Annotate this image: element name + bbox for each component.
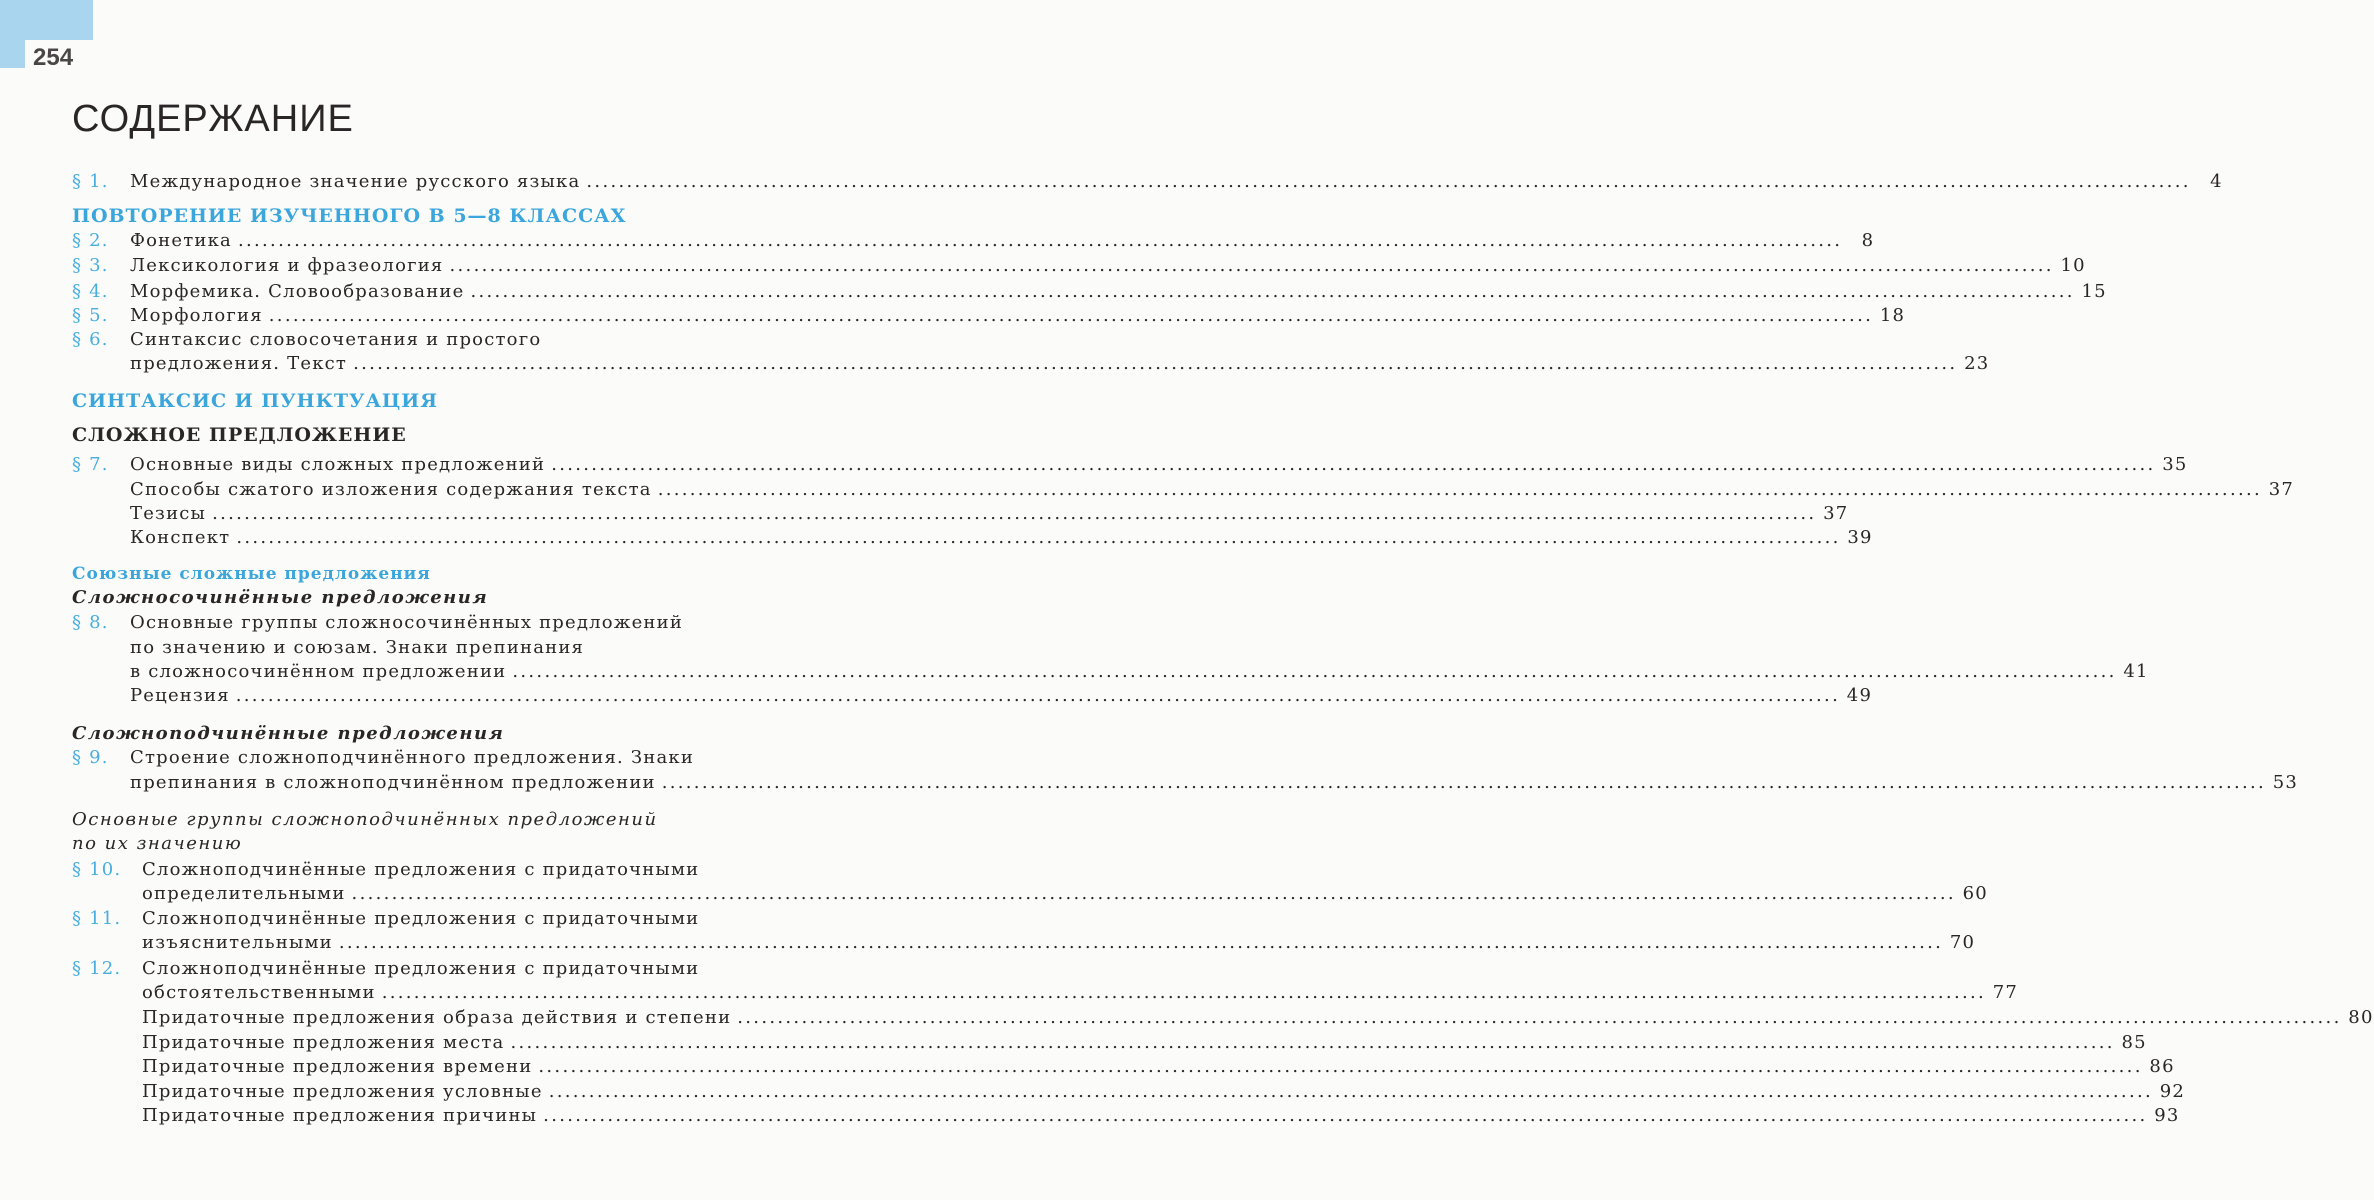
toc-entry[interactable] xyxy=(72,1006,2374,1030)
page-corner-tab xyxy=(0,0,93,40)
entry-title: Международное значение русского языка xyxy=(130,171,581,192)
indent xyxy=(72,636,130,660)
indent xyxy=(72,931,142,955)
section-number: § 4. xyxy=(72,281,109,302)
dot-leader: ........................................................................................................................................................................................................ xyxy=(235,685,1841,706)
entry-title: Придаточные предложения места xyxy=(142,1032,505,1053)
section-heading: СИНТАКСИС И ПУНКТУАЦИЯ xyxy=(72,390,438,412)
indent xyxy=(72,352,130,376)
toc-entry[interactable] xyxy=(72,771,2299,795)
dot-leader: ........................................................................................................................................................................................................ xyxy=(586,171,2191,192)
page-ref[interactable]: 86 xyxy=(2149,1056,2175,1077)
entry-title: Основные виды сложных предложений xyxy=(130,454,546,475)
toc-entry-continuation[interactable] xyxy=(72,746,852,770)
dot-leader: ........................................................................................................................................................................................................ xyxy=(543,1105,2148,1126)
toc-entry-continuation[interactable] xyxy=(72,907,852,931)
toc-entry[interactable] xyxy=(72,526,1873,550)
indent xyxy=(72,478,130,502)
entry-title: Основные группы сложносочинённых предложений xyxy=(130,612,684,633)
entry-title: Придаточные предложения времени xyxy=(142,1056,533,1077)
dot-leader: ........................................................................................................................................................................................................ xyxy=(351,883,1956,904)
toc-entry[interactable] xyxy=(72,229,1875,253)
page-ref[interactable]: 4 xyxy=(2210,171,2223,192)
toc-entry[interactable] xyxy=(72,1104,2180,1128)
toc-entry-continuation[interactable] xyxy=(72,636,852,660)
dot-leader: ........................................................................................................................................................................................................ xyxy=(381,982,1987,1003)
section-number: § 8. xyxy=(72,612,109,633)
page-ref[interactable]: 80 xyxy=(2348,1007,2374,1028)
entry-title: препинания в сложноподчинённом предложении xyxy=(130,772,656,793)
dot-leader: ........................................................................................................................................................................................................ xyxy=(353,353,1958,374)
dot-leader: ........................................................................................................................................................................................................ xyxy=(657,479,2263,500)
entry-title: Тезисы xyxy=(130,503,207,524)
indent xyxy=(72,1006,142,1030)
entry-title: Рецензия xyxy=(130,685,230,706)
dot-leader: ........................................................................................................................................................................................................ xyxy=(449,255,2054,276)
entry-title: Морфология xyxy=(130,305,263,326)
entry-title: Сложноподчинённые предложения с придаточными xyxy=(142,908,700,929)
dot-leader: ........................................................................................................................................................................................................ xyxy=(661,772,2267,793)
entry-title: определительными xyxy=(142,883,346,904)
dot-leader: ........................................................................................................................................................................................................ xyxy=(538,1056,2143,1077)
page-ref[interactable]: 77 xyxy=(1992,982,2019,1003)
toc-entry[interactable] xyxy=(72,352,1990,376)
section-number: § 6. xyxy=(72,329,109,350)
dot-leader: ........................................................................................................................................................................................................ xyxy=(268,305,1874,326)
section-heading: Союзные сложные предложения xyxy=(72,564,431,584)
section-heading: Сложноподчинённые предложения xyxy=(72,723,505,744)
toc-entry[interactable] xyxy=(72,981,2019,1005)
entry-title: предложения. Текст xyxy=(130,353,348,374)
entry-title: изъяснительными xyxy=(142,932,333,953)
toc-entry[interactable] xyxy=(72,478,2295,502)
page-ref[interactable]: 85 xyxy=(2121,1032,2147,1053)
toc-entry[interactable] xyxy=(72,304,1906,328)
toc-entry[interactable] xyxy=(72,684,1873,708)
entry-title: в сложносочинённом предложении xyxy=(130,661,507,682)
indent xyxy=(72,1055,142,1079)
dot-leader: ........................................................................................................................................................................................................ xyxy=(212,503,1817,524)
entry-title: Фонетика xyxy=(130,230,232,251)
entry-title: Лексикология и фразеология xyxy=(130,255,444,276)
section-heading: ПОВТОРЕНИЕ ИЗУЧЕННОГО В 5—8 КЛАССАХ xyxy=(72,205,627,227)
page-ref[interactable]: 41 xyxy=(2123,661,2149,682)
section-number: § 3. xyxy=(72,255,109,276)
section-number: § 11. xyxy=(72,908,122,929)
section-number: § 10. xyxy=(72,859,122,880)
entry-title: Придаточные предложения образа действия и степени xyxy=(142,1007,732,1028)
entry-title: Конспект xyxy=(130,527,231,548)
page-ref[interactable]: 8 xyxy=(1861,230,1875,251)
dot-leader: ........................................................................................................................................................................................................ xyxy=(510,1032,2115,1053)
toc-entry[interactable] xyxy=(72,882,1988,906)
page-ref[interactable]: 15 xyxy=(2081,281,2107,302)
section-heading: СЛОЖНОЕ ПРЕДЛОЖЕНИЕ xyxy=(72,424,407,446)
indent xyxy=(72,684,130,708)
dot-leader: ........................................................................................................................................................................................................ xyxy=(512,661,2117,682)
toc-entry[interactable] xyxy=(72,170,2223,194)
toc-entry[interactable] xyxy=(72,280,2107,304)
indent xyxy=(72,981,142,1005)
section-number: § 5. xyxy=(72,305,109,326)
page-ref[interactable]: 92 xyxy=(2159,1081,2186,1102)
toc-entry[interactable] xyxy=(72,660,2149,684)
section-number: § 12. xyxy=(72,958,122,979)
page-ref[interactable]: 70 xyxy=(1949,932,1976,953)
toc-entry[interactable] xyxy=(72,254,2086,278)
toc-entry-continuation[interactable] xyxy=(72,957,852,981)
page-ref[interactable]: 35 xyxy=(2162,454,2188,475)
toc-entry[interactable] xyxy=(72,1080,2186,1104)
indent xyxy=(72,502,130,526)
entry-title: Способы сжатого изложения содержания текста xyxy=(130,479,652,500)
dot-leader: ........................................................................................................................................................................................................ xyxy=(338,932,1944,953)
entry-title: Синтаксис словосочетания и простого xyxy=(130,329,542,350)
section-number: § 1. xyxy=(72,171,109,192)
page-ref[interactable]: 18 xyxy=(1879,305,1906,326)
toc-entry[interactable] xyxy=(72,1055,2175,1079)
indent xyxy=(72,526,130,550)
dot-leader: ........................................................................................................................................................................................................ xyxy=(548,1081,2154,1102)
page-ref[interactable]: 23 xyxy=(1964,353,1990,374)
dot-leader: ........................................................................................................................................................................................................ xyxy=(237,230,1843,251)
page-ref[interactable]: 37 xyxy=(2268,479,2295,500)
page-ref[interactable]: 93 xyxy=(2154,1105,2180,1126)
page-ref[interactable]: 10 xyxy=(2060,255,2086,276)
section-heading: Сложносочинённые предложения xyxy=(72,587,489,608)
entry-title: по значению и союзам. Знаки препинания xyxy=(130,637,585,658)
entry-title: обстоятельственными xyxy=(142,982,376,1003)
page-corner-tab-edge xyxy=(0,40,25,68)
toc-entry[interactable] xyxy=(72,931,1976,955)
entry-title: Морфемика. Словообразование xyxy=(130,281,465,302)
page-ref[interactable]: 39 xyxy=(1847,527,1873,548)
dot-leader: ........................................................................................................................................................................................................ xyxy=(236,527,1841,548)
toc-entry[interactable] xyxy=(72,453,2188,477)
dot-leader: ........................................................................................................................................................................................................ xyxy=(737,1007,2342,1028)
page-ref[interactable]: 49 xyxy=(1846,685,1873,706)
entry-title: Придаточные предложения условные xyxy=(142,1081,543,1102)
indent xyxy=(72,1080,142,1104)
toc-entry[interactable] xyxy=(72,502,1849,526)
section-number: § 7. xyxy=(72,454,109,475)
page-ref[interactable]: 53 xyxy=(2272,772,2299,793)
page-title: СОДЕРЖАНИЕ xyxy=(72,98,354,140)
dot-leader: ........................................................................................................................................................................................................ xyxy=(551,454,2156,475)
section-number: § 9. xyxy=(72,747,109,768)
indent xyxy=(72,660,130,684)
toc-entry-continuation[interactable] xyxy=(72,328,852,352)
toc-entry-continuation[interactable] xyxy=(72,611,852,635)
toc-entry[interactable] xyxy=(72,1031,2147,1055)
entry-title: Сложноподчинённые предложения с придаточными xyxy=(142,958,700,979)
entry-title: Придаточные предложения причины xyxy=(142,1105,538,1126)
section-heading: по их значению xyxy=(72,833,243,854)
page-number: 254 xyxy=(33,44,74,71)
indent xyxy=(72,1104,142,1128)
entry-title: Сложноподчинённые предложения с придаточными xyxy=(142,859,700,880)
page-ref[interactable]: 60 xyxy=(1962,883,1988,904)
entry-title: Строение сложноподчинённого предложения. Знаки xyxy=(130,747,695,768)
page-ref[interactable]: 37 xyxy=(1823,503,1849,524)
indent xyxy=(72,771,130,795)
section-number: § 2. xyxy=(72,230,109,251)
toc-entry-continuation[interactable] xyxy=(72,858,852,882)
dot-leader: ........................................................................................................................................................................................................ xyxy=(470,281,2075,302)
indent xyxy=(72,1031,142,1055)
section-heading: Основные группы сложноподчинённых предложений xyxy=(72,809,658,830)
indent xyxy=(72,882,142,906)
